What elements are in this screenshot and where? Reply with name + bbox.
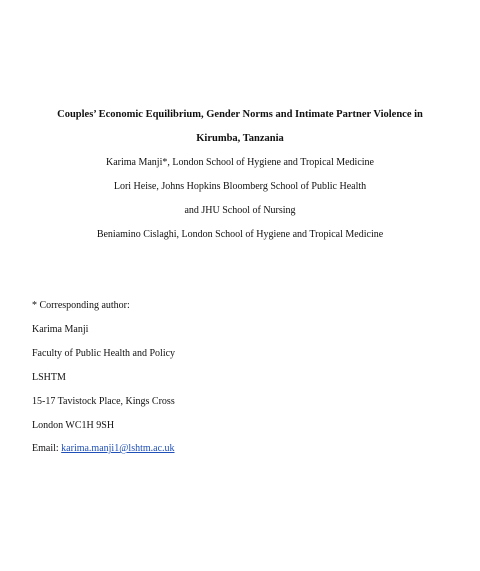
author-line: Lori Heise, Johns Hopkins Bloomberg School of Public Health	[113, 181, 367, 192]
paper-title-line-2: Kirumba, Tanzania	[196, 133, 284, 144]
corresponding-author-faculty: Faculty of Public Health and Policy	[32, 348, 176, 359]
corresponding-author-email-line	[32, 443, 175, 454]
corresponding-author-name: Karima Manji	[32, 324, 89, 335]
corresponding-author-heading: * Corresponding author:	[32, 300, 130, 311]
paper-title-line-1: Couples’ Economic Equilibrium, Gender Norms and Intimate Partner Violence in	[57, 109, 423, 120]
author-affiliation-line: and JHU School of Nursing	[184, 205, 296, 216]
corresponding-author-city: London WC1H 9SH	[32, 420, 115, 431]
email-label: Email:	[32, 443, 62, 454]
author-line: Karima Manji*, London School of Hygiene and Tropical Medicine	[105, 157, 374, 168]
email-link[interactable]: karima.manji1@lshtm.ac.uk	[61, 443, 175, 454]
author-line: Beniamino Cislaghi, London School of Hygiene and Tropical Medicine	[96, 229, 384, 240]
corresponding-author-institution: LSHTM	[32, 372, 66, 383]
corresponding-author-street: 15-17 Tavistock Place, Kings Cross	[32, 396, 175, 407]
